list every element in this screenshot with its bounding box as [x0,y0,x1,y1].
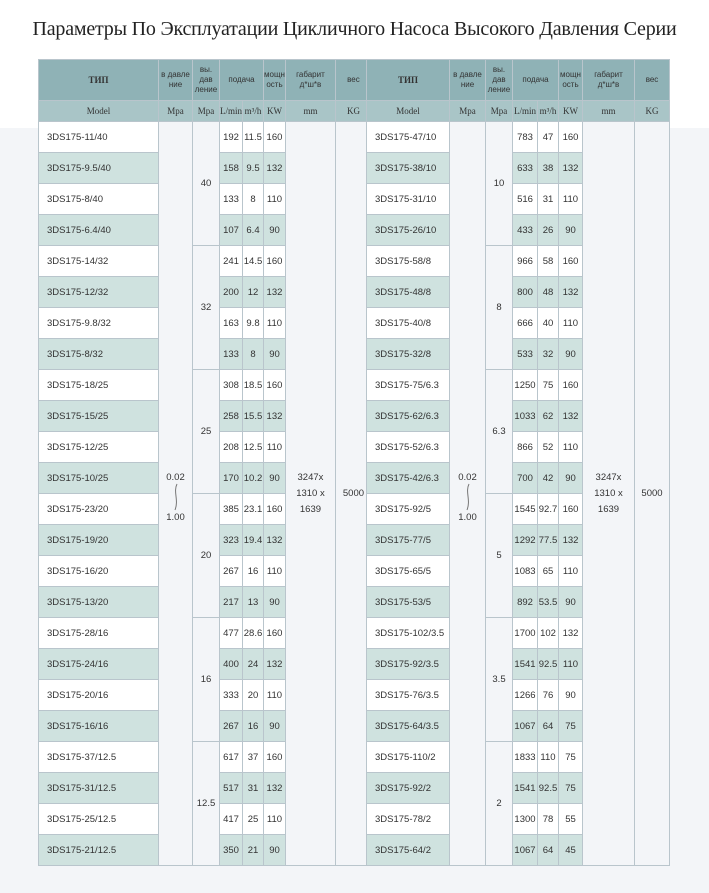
right-header-inlet-pressure [450,60,486,101]
flow-m3h-cell: 110 [538,742,559,773]
flow-m3h-cell: 31 [243,773,264,804]
right-header-model: Model [367,101,450,122]
right-inlet-pressure-cell [450,122,486,866]
left-header-flow-m3h-unit: m³/h [243,101,264,122]
power-cell: 110 [264,184,286,215]
flow-m3h-cell: 65 [538,556,559,587]
outlet-pressure-cell: 8 [486,246,513,370]
flow-lmin-cell: 107 [220,215,243,246]
flow-lmin-cell: 1033 [513,401,538,432]
left-pressure-in-l1-text: в давле [161,70,190,79]
power-cell: 110 [264,556,286,587]
right-header-power-unit: KW [559,101,583,122]
left-header-type: ТИП [39,60,159,101]
flow-m3h-cell: 19.4 [243,525,264,556]
flow-lmin-cell: 163 [220,308,243,339]
power-cell: 110 [264,804,286,835]
left-header-inlet-pressure [159,60,193,101]
left-header-outlet-pressure [193,60,220,101]
model-cell: 3DS175-26/10 [367,215,450,246]
left-header-dimensions-unit: mm [285,101,335,122]
left-dims-l2-text: 1310 x [296,487,325,499]
flow-lmin-cell: 241 [220,246,243,277]
power-cell: 132 [559,277,583,308]
flow-m3h-cell: 11.5 [243,122,264,153]
power-cell: 132 [559,525,583,556]
model-cell: 3DS175-58/8 [367,246,450,277]
range-bracket-icon [464,482,472,512]
flow-lmin-cell: 267 [220,711,243,742]
page-title: Параметры По Эксплуатации Цикличного Насоса Высокого Давления Серии [32,18,677,40]
power-cell: 160 [559,122,583,153]
flow-m3h-cell: 102 [538,618,559,649]
outlet-pressure-cell: 40 [193,122,220,246]
flow-lmin-cell: 1541 [513,649,538,680]
flow-m3h-cell: 20 [243,680,264,711]
right-header-outlet-unit: Mpa [486,101,513,122]
model-cell: 3DS175-102/3.5 [367,618,450,649]
right-dims-l2-text: 1310 x [594,487,623,499]
right-inlet-min: 0.02 [458,471,477,483]
left-inlet-min: 0.02 [166,471,185,483]
right-dims-l1-text: габарит [594,70,623,79]
flow-m3h-cell: 47 [538,122,559,153]
power-cell: 132 [264,401,286,432]
flow-lmin-cell: 800 [513,277,538,308]
power-cell: 160 [264,618,286,649]
flow-m3h-cell: 16 [243,556,264,587]
right-inlet-max: 1.00 [458,511,477,523]
flow-lmin-cell: 133 [220,339,243,370]
power-cell: 160 [264,494,286,525]
left-dims-l1-text: габарит [296,70,325,79]
model-cell: 3DS175-25/12.5 [39,804,159,835]
model-cell: 3DS175-52/6.3 [367,432,450,463]
power-cell: 110 [559,184,583,215]
right-spec-table [366,59,670,866]
left-header-dimensions [285,60,335,101]
flow-lmin-cell: 783 [513,122,538,153]
range-bracket-icon [172,482,180,512]
right-header-dimensions [583,60,635,101]
flow-m3h-cell: 52 [538,432,559,463]
model-cell: 3DS175-76/3.5 [367,680,450,711]
outlet-pressure-cell: 2 [486,742,513,866]
flow-lmin-cell: 866 [513,432,538,463]
flow-lmin-cell: 1292 [513,525,538,556]
right-header-type: ТИП [367,60,450,101]
left-header-model: Model [39,101,159,122]
right-header-weight: вес [635,60,670,101]
left-header-power [264,60,286,101]
flow-lmin-cell: 516 [513,184,538,215]
right-header-outlet-pressure [486,60,513,101]
model-cell: 3DS175-31/12.5 [39,773,159,804]
flow-lmin-cell: 350 [220,835,243,866]
left-header-outlet-unit: Mpa [193,101,220,122]
power-cell: 110 [559,556,583,587]
left-pressure-out-l2-text: ление [194,85,218,94]
model-cell: 3DS175-64/2 [367,835,450,866]
flow-lmin-cell: 133 [220,184,243,215]
power-cell: 160 [264,742,286,773]
flow-m3h-cell: 9.5 [243,153,264,184]
flow-m3h-cell: 38 [538,153,559,184]
power-cell: 90 [559,463,583,494]
right-header-weight-unit: KG [635,101,670,122]
flow-lmin-cell: 1700 [513,618,538,649]
flow-m3h-cell: 37 [243,742,264,773]
flow-lmin-cell: 966 [513,246,538,277]
flow-lmin-cell: 433 [513,215,538,246]
flow-m3h-cell: 16 [243,711,264,742]
power-cell: 132 [559,401,583,432]
flow-lmin-cell: 1541 [513,773,538,804]
right-dimensions-cell [583,122,635,866]
power-cell: 90 [559,215,583,246]
right-header-power [559,60,583,101]
flow-m3h-cell: 75 [538,370,559,401]
model-cell: 3DS175-13/20 [39,587,159,618]
flow-lmin-cell: 208 [220,432,243,463]
flow-lmin-cell: 267 [220,556,243,587]
model-cell: 3DS175-92/3.5 [367,649,450,680]
flow-lmin-cell: 385 [220,494,243,525]
right-header-flow: подача [513,60,559,101]
right-header-flow-m3h-unit: m³/h [538,101,559,122]
left-power-l1-text: мощн [264,70,285,79]
right-pressure-out-l1-text: вы. дав [492,65,506,84]
left-header-weight-unit: KG [335,101,371,122]
model-cell: 3DS175-77/5 [367,525,450,556]
right-power-l2-text: ость [562,80,579,89]
right-dims-l2-text: д*ш*в [597,80,620,89]
power-cell: 160 [559,246,583,277]
model-cell: 3DS175-14/32 [39,246,159,277]
power-cell: 90 [264,463,286,494]
model-cell: 3DS175-37/12.5 [39,742,159,773]
model-cell: 3DS175-9.8/32 [39,308,159,339]
flow-m3h-cell: 25 [243,804,264,835]
flow-lmin-cell: 633 [513,153,538,184]
left-pressure-in-l2-text: ние [168,80,183,89]
outlet-pressure-cell: 10 [486,122,513,246]
power-cell: 160 [264,246,286,277]
left-header-inlet-unit: Mpa [159,101,193,122]
outlet-pressure-cell: 32 [193,246,220,370]
model-cell: 3DS175-11/40 [39,122,159,153]
model-cell: 3DS175-47/10 [367,122,450,153]
right-pressure-in-l2-text: ние [460,80,475,89]
right-dims-l1-text: 3247x [595,471,622,483]
flow-m3h-cell: 92.5 [538,773,559,804]
left-dims-l3-text: 1639 [299,503,322,515]
flow-m3h-cell: 62 [538,401,559,432]
model-cell: 3DS175-15/25 [39,401,159,432]
power-cell: 132 [559,153,583,184]
flow-m3h-cell: 28.6 [243,618,264,649]
flow-lmin-cell: 1067 [513,711,538,742]
right-header-inlet-unit: Mpa [450,101,486,122]
flow-m3h-cell: 9.8 [243,308,264,339]
power-cell: 132 [264,649,286,680]
flow-lmin-cell: 533 [513,339,538,370]
power-cell: 110 [264,680,286,711]
left-dimensions-cell [285,122,335,866]
flow-m3h-cell: 53.5 [538,587,559,618]
flow-m3h-cell: 26 [538,215,559,246]
outlet-pressure-cell: 3.5 [486,618,513,742]
outlet-pressure-cell: 25 [193,370,220,494]
model-cell: 3DS175-92/2 [367,773,450,804]
flow-lmin-cell: 1300 [513,804,538,835]
model-cell: 3DS175-42/6.3 [367,463,450,494]
model-cell: 3DS175-38/10 [367,153,450,184]
flow-lmin-cell: 417 [220,804,243,835]
flow-m3h-cell: 31 [538,184,559,215]
flow-lmin-cell: 333 [220,680,243,711]
right-header-dimensions-unit: mm [583,101,635,122]
model-cell: 3DS175-6.4/40 [39,215,159,246]
flow-lmin-cell: 892 [513,587,538,618]
flow-m3h-cell: 40 [538,308,559,339]
flow-m3h-cell: 58 [538,246,559,277]
right-pressure-in-l1-text: в давле [453,70,482,79]
power-cell: 132 [559,618,583,649]
flow-m3h-cell: 12 [243,277,264,308]
left-pressure-out-l1-text: вы. дав [199,65,213,84]
model-cell: 3DS175-40/8 [367,308,450,339]
flow-lmin-cell: 258 [220,401,243,432]
outlet-pressure-cell: 16 [193,618,220,742]
flow-m3h-cell: 32 [538,339,559,370]
flow-m3h-cell: 8 [243,184,264,215]
power-cell: 110 [559,308,583,339]
left-spec-table [38,59,372,866]
outlet-pressure-cell: 6.3 [486,370,513,494]
table-row [367,122,670,153]
flow-m3h-cell: 23.1 [243,494,264,525]
power-cell: 75 [559,711,583,742]
flow-m3h-cell: 77.5 [538,525,559,556]
power-cell: 110 [264,308,286,339]
flow-m3h-cell: 24 [243,649,264,680]
model-cell: 3DS175-32/8 [367,339,450,370]
right-dims-l3-text: 1639 [597,503,620,515]
power-cell: 45 [559,835,583,866]
outlet-pressure-cell: 12.5 [193,742,220,866]
model-cell: 3DS175-28/16 [39,618,159,649]
power-cell: 55 [559,804,583,835]
flow-lmin-cell: 323 [220,525,243,556]
flow-m3h-cell: 78 [538,804,559,835]
power-cell: 90 [559,587,583,618]
model-cell: 3DS175-12/32 [39,277,159,308]
flow-m3h-cell: 8 [243,339,264,370]
left-inlet-pressure-cell [159,122,193,866]
power-cell: 160 [559,370,583,401]
model-cell: 3DS175-18/25 [39,370,159,401]
flow-lmin-cell: 617 [220,742,243,773]
power-cell: 160 [559,494,583,525]
flow-lmin-cell: 1083 [513,556,538,587]
flow-lmin-cell: 1545 [513,494,538,525]
flow-m3h-cell: 64 [538,835,559,866]
right-header-flow-lmin-unit: L/min [513,101,538,122]
model-cell: 3DS175-10/25 [39,463,159,494]
power-cell: 90 [559,339,583,370]
flow-m3h-cell: 14.5 [243,246,264,277]
left-power-l2-text: ость [266,80,283,89]
power-cell: 110 [264,432,286,463]
power-cell: 160 [264,370,286,401]
flow-m3h-cell: 15.5 [243,401,264,432]
model-cell: 3DS175-78/2 [367,804,450,835]
flow-lmin-cell: 200 [220,277,243,308]
power-cell: 75 [559,773,583,804]
model-cell: 3DS175-8/40 [39,184,159,215]
flow-m3h-cell: 92.7 [538,494,559,525]
power-cell: 110 [559,649,583,680]
power-cell: 90 [264,339,286,370]
model-cell: 3DS175-110/2 [367,742,450,773]
flow-lmin-cell: 1250 [513,370,538,401]
model-cell: 3DS175-12/25 [39,432,159,463]
left-header-flow-lmin-unit: L/min [220,101,243,122]
flow-m3h-cell: 42 [538,463,559,494]
power-cell: 75 [559,742,583,773]
model-cell: 3DS175-62/6.3 [367,401,450,432]
left-header-power-unit: KW [264,101,286,122]
left-dims-l1-text: 3247x [297,471,324,483]
power-cell: 90 [264,835,286,866]
model-cell: 3DS175-20/16 [39,680,159,711]
flow-m3h-cell: 12.5 [243,432,264,463]
power-cell: 90 [559,680,583,711]
right-power-l1-text: мощн [560,70,581,79]
left-inlet-max: 1.00 [166,511,185,523]
model-cell: 3DS175-31/10 [367,184,450,215]
flow-lmin-cell: 158 [220,153,243,184]
left-dims-l2-text: д*ш*в [299,80,322,89]
power-cell: 132 [264,153,286,184]
flow-lmin-cell: 517 [220,773,243,804]
power-cell: 132 [264,773,286,804]
table-row [39,122,372,153]
flow-lmin-cell: 308 [220,370,243,401]
right-weight-cell: 5000 [635,122,670,866]
model-cell: 3DS175-23/20 [39,494,159,525]
model-cell: 3DS175-65/5 [367,556,450,587]
power-cell: 90 [264,587,286,618]
flow-m3h-cell: 92.5 [538,649,559,680]
flow-m3h-cell: 64 [538,711,559,742]
flow-lmin-cell: 217 [220,587,243,618]
power-cell: 90 [264,711,286,742]
power-cell: 132 [264,277,286,308]
model-cell: 3DS175-92/5 [367,494,450,525]
flow-lmin-cell: 192 [220,122,243,153]
flow-lmin-cell: 1067 [513,835,538,866]
left-header-weight: вес [335,60,371,101]
model-cell: 3DS175-19/20 [39,525,159,556]
right-pressure-out-l2-text: ление [487,85,511,94]
power-cell: 132 [264,525,286,556]
flow-m3h-cell: 6.4 [243,215,264,246]
power-cell: 90 [264,215,286,246]
outlet-pressure-cell: 20 [193,494,220,618]
model-cell: 3DS175-24/16 [39,649,159,680]
model-cell: 3DS175-8/32 [39,339,159,370]
flow-m3h-cell: 18.5 [243,370,264,401]
flow-m3h-cell: 76 [538,680,559,711]
model-cell: 3DS175-16/20 [39,556,159,587]
model-cell: 3DS175-75/6.3 [367,370,450,401]
model-cell: 3DS175-48/8 [367,277,450,308]
power-cell: 160 [264,122,286,153]
flow-lmin-cell: 477 [220,618,243,649]
flow-lmin-cell: 400 [220,649,243,680]
flow-m3h-cell: 21 [243,835,264,866]
left-weight-cell: 5000 [335,122,371,866]
power-cell: 110 [559,432,583,463]
flow-lmin-cell: 666 [513,308,538,339]
model-cell: 3DS175-16/16 [39,711,159,742]
model-cell: 3DS175-64/3.5 [367,711,450,742]
left-header-flow: подача [220,60,264,101]
outlet-pressure-cell: 5 [486,494,513,618]
flow-lmin-cell: 170 [220,463,243,494]
flow-m3h-cell: 13 [243,587,264,618]
flow-lmin-cell: 1833 [513,742,538,773]
model-cell: 3DS175-21/12.5 [39,835,159,866]
model-cell: 3DS175-53/5 [367,587,450,618]
flow-m3h-cell: 10.2 [243,463,264,494]
flow-lmin-cell: 700 [513,463,538,494]
flow-m3h-cell: 48 [538,277,559,308]
flow-lmin-cell: 1266 [513,680,538,711]
model-cell: 3DS175-9.5/40 [39,153,159,184]
